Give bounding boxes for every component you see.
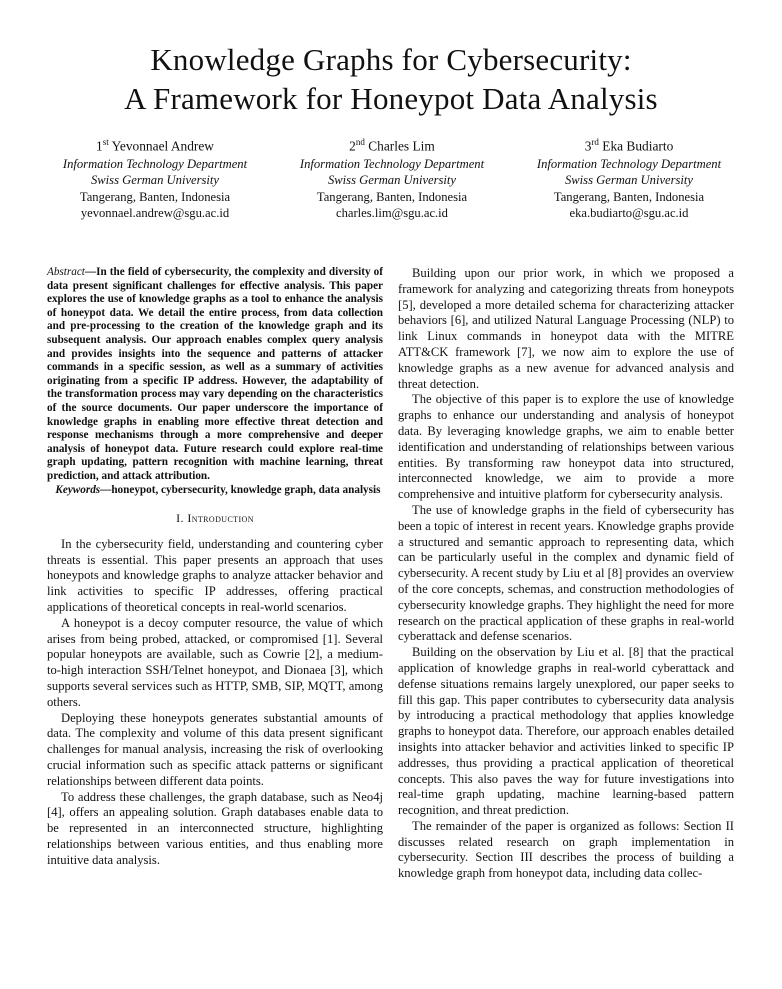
- author-university: Swiss German University: [90, 173, 220, 188]
- author-email[interactable]: charles.lim@sgu.ac.id: [336, 206, 448, 221]
- paragraph: A honeypot is a decoy computer resource, the value of which arises from being probed, attacked, or compromised [1]. Several popular honeypots are available, such as Cowrie [2], a medium-to-high interaction SSH/Telnet honeypot, and Dionaea [3], which supports several services such as HTTP, SMB, SIP, MQTT, among others.: [47, 615, 383, 709]
- author-location: Tangerang, Banten, Indonesia: [316, 189, 468, 204]
- author-3: [524, 134, 734, 222]
- right-column: [398, 266, 734, 882]
- abstract: [47, 266, 383, 484]
- paragraph: Building on the observation by Liu et al. [8] that the practical application of knowledge graphs in real-world cyberattack and defense situations remains largely unexplored, our paper seeks to fill this gap. This paper contributes to cybersecurity data analysis by introducing a practical methodology that applies knowledge graphs to honeypot data. Therefore, our approach enables detailed insights into attacker behavior and activities linked to specific IP addresses, thus providing a practical application of theoretical concepts. This also paves the way for future investigations into real-time graph updating, machine learning-based pattern recognition, and threat prediction.: [398, 645, 734, 818]
- paragraph: In the cybersecurity field, understanding and countering cyber threats is essential. This paper presents an approach that uses honeypots and knowledge graphs to analyze attacker behavior and link activities to specific IP addresses, offering practical applications of theoretical concepts in real-world scenarios.: [47, 536, 383, 615]
- paragraph: The objective of this paper is to explore the use of knowledge graphs to enhance our understanding and analysis of honeypot data. By leveraging knowledge graphs, we aim to enable better identification and understanding of relationships between various entities. By transforming raw honeypot data into structured, interconnected knowledge, we aim to provide a more comprehensive and intuitive platform for cybersecurity analysis.: [398, 392, 734, 502]
- author-2: [287, 134, 497, 222]
- author-department: Information Technology Department: [536, 156, 722, 171]
- left-column: [47, 266, 383, 869]
- author-location: Tangerang, Banten, Indonesia: [79, 189, 231, 204]
- author-name: 1st Yevonnael Andrew: [96, 137, 214, 154]
- title-line-1: Knowledge Graphs for Cybersecurity:: [150, 42, 632, 77]
- paragraph: To address these challenges, the graph database, such as Neo4j [4], offers an appealing solution. Graph databases enable data to be represented in an interconnected structure, highlighting relationships between various entities, and thus enabling more intuitive data analysis.: [47, 789, 383, 867]
- keywords-text: —honeypot, cybersecurity, knowledge graph, data analysis: [100, 483, 381, 496]
- title-line-2: A Framework for Honeypot Data Analysis: [124, 81, 658, 116]
- section-number: I.: [176, 511, 184, 526]
- paragraph: Building upon our prior work, in which we proposed a framework for analyzing and categorizing threats from honeypots [5], developed a more detailed schema for characterizing attacker behaviors [6], and utilized Natural Language Processing (NLP) to link Linux commands in honeypot data with the MITRE ATT&CK framework [7], we now aim to explore the use of knowledge graphs as a new avenue for advanced analysis and threat detection.: [398, 266, 734, 391]
- author-email[interactable]: eka.budiarto@sgu.ac.id: [569, 206, 689, 221]
- author-name: 2nd Charles Lim: [349, 137, 435, 154]
- paragraph: The use of knowledge graphs in the field of cybersecurity has been a topic of interest in recent years. Knowledge graphs provide a structured and semantic approach to representing data, which can be particularly useful in the complex and dynamic field of cybersecurity. A recent study by Liu et al [8] provides an overview of the core concepts, schemas, and construction methodologies of cybersecurity knowledge graphs. They highlight the need for more research on the practical application of these graphs in real-world cyberattack and defense scenarios.: [398, 502, 734, 644]
- author-name: 3rd Eka Budiarto: [584, 137, 674, 154]
- paper-title: [0, 40, 782, 118]
- section-title: Introduction: [187, 511, 254, 526]
- section-heading-introduction: [47, 511, 383, 527]
- author-email[interactable]: yevonnael.andrew@sgu.ac.id: [80, 206, 230, 221]
- keywords: [47, 484, 383, 498]
- abstract-label: Abstract: [47, 266, 85, 278]
- author-university: Swiss German University: [327, 173, 457, 188]
- author-university: Swiss German University: [564, 173, 694, 188]
- paragraph: Deploying these honeypots generates substantial amounts of data. The complexity and volume of this data present significant challenges for manual analysis, increasing the risk of overlooking crucial information such as specific attack patterns or significant relationships between different data points.: [47, 710, 383, 788]
- author-block: [50, 134, 734, 222]
- author-location: Tangerang, Banten, Indonesia: [553, 189, 705, 204]
- author-1: [50, 134, 260, 222]
- keywords-label: Keywords: [55, 483, 101, 496]
- author-department: Information Technology Department: [62, 156, 248, 171]
- paragraph: The remainder of the paper is organized as follows: Section II discusses related research on graph implementation in cybersecurity. Section III describes the process of building a knowledge graph from honeypot data, including data collec-: [398, 818, 734, 881]
- abstract-text: —In the field of cybersecurity, the complexity and diversity of data present significant challenges for effective analysis. This paper explores the use of knowledge graphs as a tool to enhance the analysis of honeypot data. We detail the entire process, from data collection and pre-processing to the creation of the knowledge graph and its subsequent analysis. Our approach enables complex query analysis and provides insights into the sequence and patterns of attacker commands in a specific session, as well as a summary of activities originating from a specific IP address. However, the adaptability of the transformation process may vary depending on the characteristics of the source documents. Our paper underscore the importance of knowledge graphs in enabling more effective threat detection and response mechanisms through a more comprehensive and deeper analysis of honeypot data. Future research could explore real-time graph updating, pattern recognition with machine learning, threat prediction, and attack attribution.: [47, 266, 383, 482]
- author-department: Information Technology Department: [299, 156, 485, 171]
